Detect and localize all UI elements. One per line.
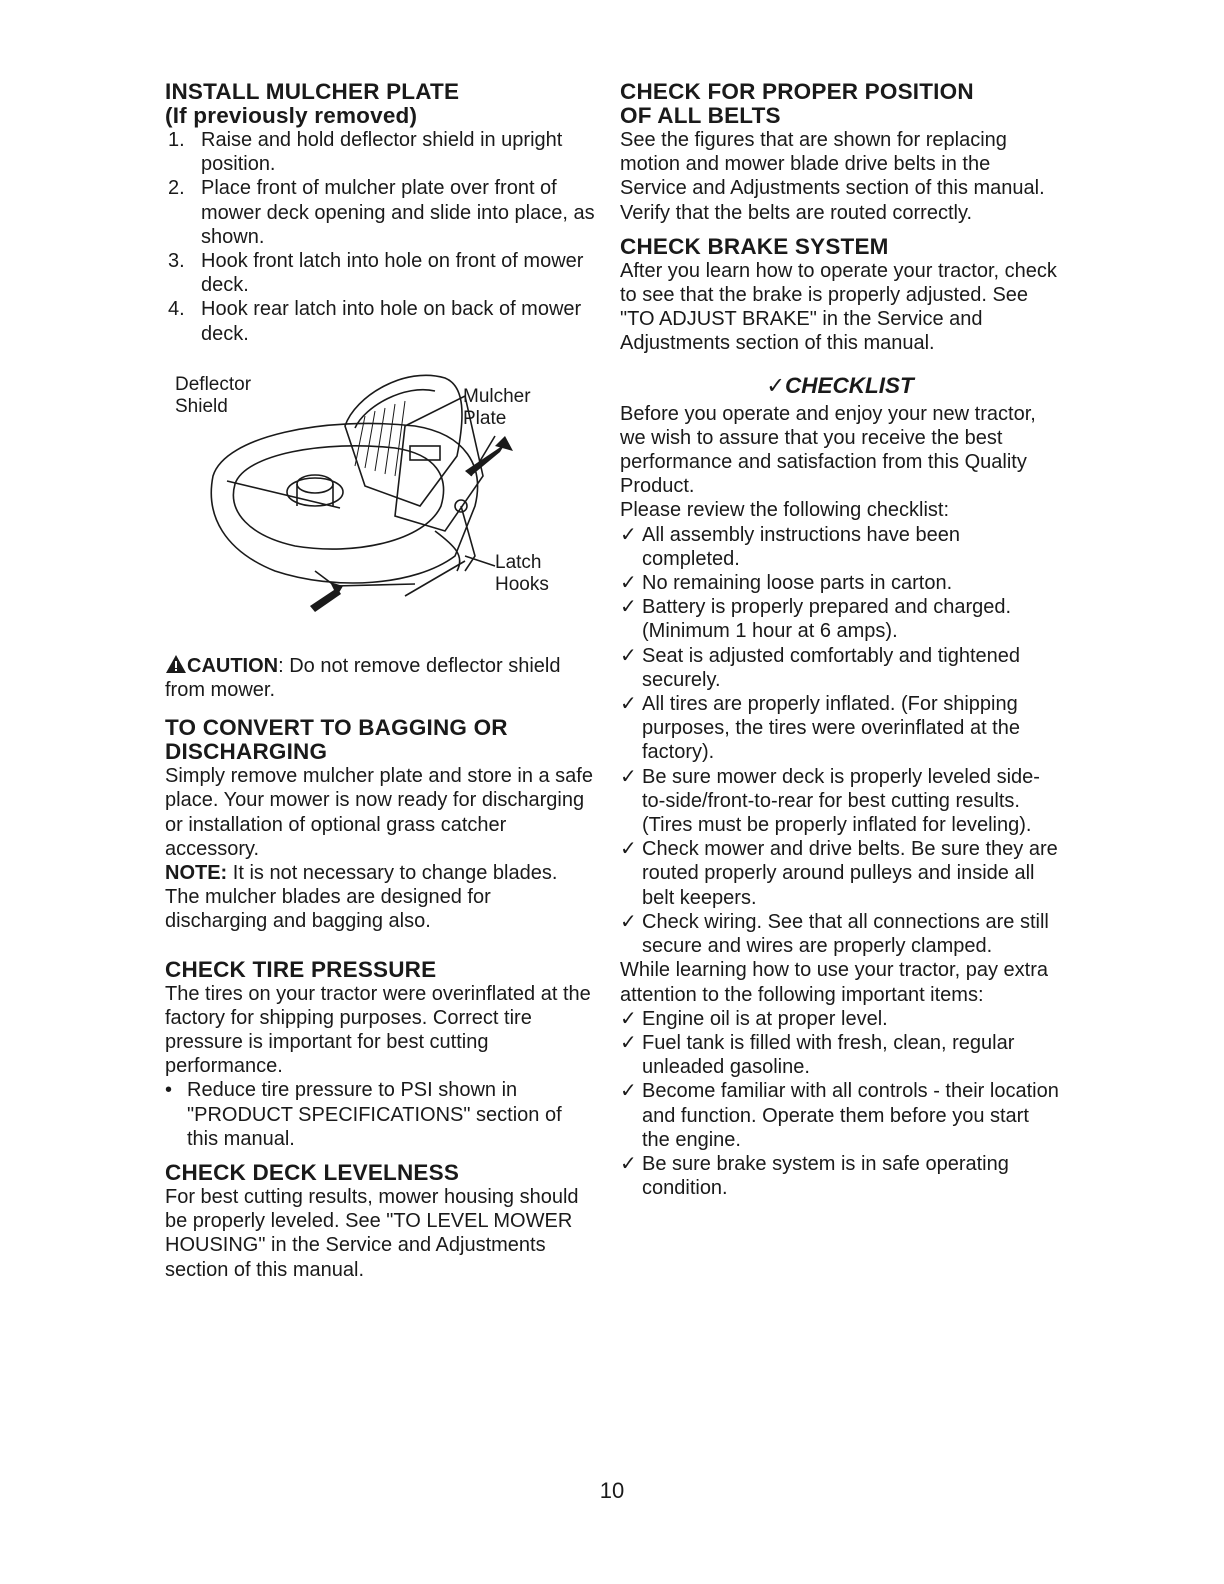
bagging-body: Simply remove mulcher plate and store in a safe place. Your mower is now ready for discharging or installation of optional grass catcher accessory. (165, 765, 593, 860)
list-item: 2. Place front of mulcher plate over front of mower deck opening and slide into place, as shown. (168, 177, 595, 248)
list-item: ✓ Check wiring. See that all connections are still secure and wires are properly clamped. (620, 910, 1049, 958)
tire-title: CHECK TIRE PRESSURE (165, 956, 437, 982)
check-icon: ✓ (620, 1031, 637, 1054)
list-item: ✓ Be sure brake system is in safe operating condition. (620, 1152, 1009, 1200)
check-icon: ✓ (620, 572, 637, 595)
brake-body: After you learn how to operate your tractor, check to see that the brake is properly adjusted. See "TO ADJUST BRAKE" in the Service and Adjustments section of this manual. (620, 259, 1057, 355)
label-latch-hooks: Latch Hooks (495, 551, 549, 595)
list-item: 3. Hook front latch into hole on front of mower deck. (168, 250, 584, 297)
belts-title: CHECK FOR PROPER POSITION OF ALL BELTS (620, 79, 974, 128)
check-icon: ✓ (620, 765, 637, 788)
check-icon: ✓ (620, 596, 637, 619)
bagging-note: NOTE: It is not necessary to change blades. The mulcher blades are designed for discharging and bagging also. (165, 862, 558, 933)
list-item: ✓ No remaining loose parts in carton. (620, 572, 953, 595)
check-icon: ✓ (620, 693, 637, 716)
deck-body: For best cutting results, mower housing should be properly leveled. See "TO LEVEL MOWER HOUSING" in the Service and Adjustments section of this manual. (165, 1186, 579, 1281)
checklist-items-2 (620, 1007, 1060, 1201)
check-icon: ✓ (620, 838, 637, 861)
list-item: ✓ All assembly instructions have been completed. (620, 523, 960, 570)
list-item: ✓ Become familiar with all controls - their location and function. Operate them before you start the engine. (620, 1080, 1059, 1151)
list-item: • Reduce tire pressure to PSI shown in "PRODUCT SPECIFICATIONS" section of this manual. (165, 1079, 562, 1150)
list-item: ✓ Battery is properly prepared and charged. (Minimum 1 hour at 6 amps). (620, 596, 1012, 643)
list-item: 4. Hook rear latch into hole on back of mower deck. (168, 298, 582, 345)
check-icon: ✓ (620, 910, 637, 933)
belts-body: See the figures that are shown for replacing motion and mower blade drive belts in the Service and Adjustments section of this manual. Verify that the belts are routed correctly. (620, 129, 1045, 224)
bagging-title: TO CONVERT TO BAGGING OR DISCHARGING (165, 715, 508, 765)
checklist-while: While learning how to use your tractor, pay extra attention to the following important items: (620, 959, 1048, 1006)
caution-note: CAUTION: Do not remove deflector shield from mower. (165, 654, 561, 702)
label-mulcher-plate: Mulcher Plate (463, 385, 531, 429)
checklist-items (620, 523, 1060, 959)
check-icon: ✓ (620, 523, 637, 546)
right-column (620, 80, 1060, 1200)
left-column (165, 80, 595, 1282)
mulcher-plate-figure (165, 356, 595, 646)
list-item: ✓ All tires are properly inflated. (For shipping purposes, the tires were overinflated at the factory). (620, 693, 1020, 764)
list-item: ✓ Fuel tank is filled with fresh, clean, regular unleaded gasoline. (620, 1031, 1015, 1079)
mulcher-steps (165, 128, 595, 346)
checklist-intro: Before you operate and enjoy your new tractor, we wish to assure that you receive the best performance and satisfaction from this Quality Product. (620, 402, 1036, 498)
deck-title: CHECK DECK LEVELNESS (165, 1160, 460, 1186)
tire-body: The tires on your tractor were overinflated at the factory for shipping purposes. Correct tire pressure is important for best cutting performance. (165, 982, 591, 1078)
brake-title: CHECK BRAKE SYSTEM (620, 233, 889, 259)
check-icon: ✓ (620, 644, 637, 667)
list-item: ✓ Be sure mower deck is properly leveled side-to-side/front-to-rear for best cutting results. (Tires must be properly inflated for leveling). (620, 765, 1040, 837)
check-icon: ✓ (620, 1080, 637, 1103)
tire-bullets (165, 1078, 595, 1151)
warning-icon (165, 654, 187, 674)
checklist-title: ✓CHECKLIST (766, 372, 914, 398)
mulcher-title: INSTALL MULCHER PLATE (If previously removed) (165, 79, 460, 128)
page-number: 10 (599, 1478, 625, 1503)
list-item: ✓ Engine oil is at proper level. (620, 1007, 888, 1030)
check-icon: ✓ (620, 1007, 637, 1030)
check-icon: ✓ (620, 1152, 637, 1175)
list-item: 1. Raise and hold deflector shield in upright position. (168, 129, 563, 176)
checklist-review: Please review the following checklist: (620, 499, 950, 522)
list-item: ✓ Seat is adjusted comfortably and tightened securely. (620, 644, 1021, 691)
label-deflector-shield: Deflector Shield (175, 373, 252, 417)
list-item: ✓ Check mower and drive belts. Be sure they are routed properly around pulleys and inside all belt keepers. (620, 838, 1058, 909)
